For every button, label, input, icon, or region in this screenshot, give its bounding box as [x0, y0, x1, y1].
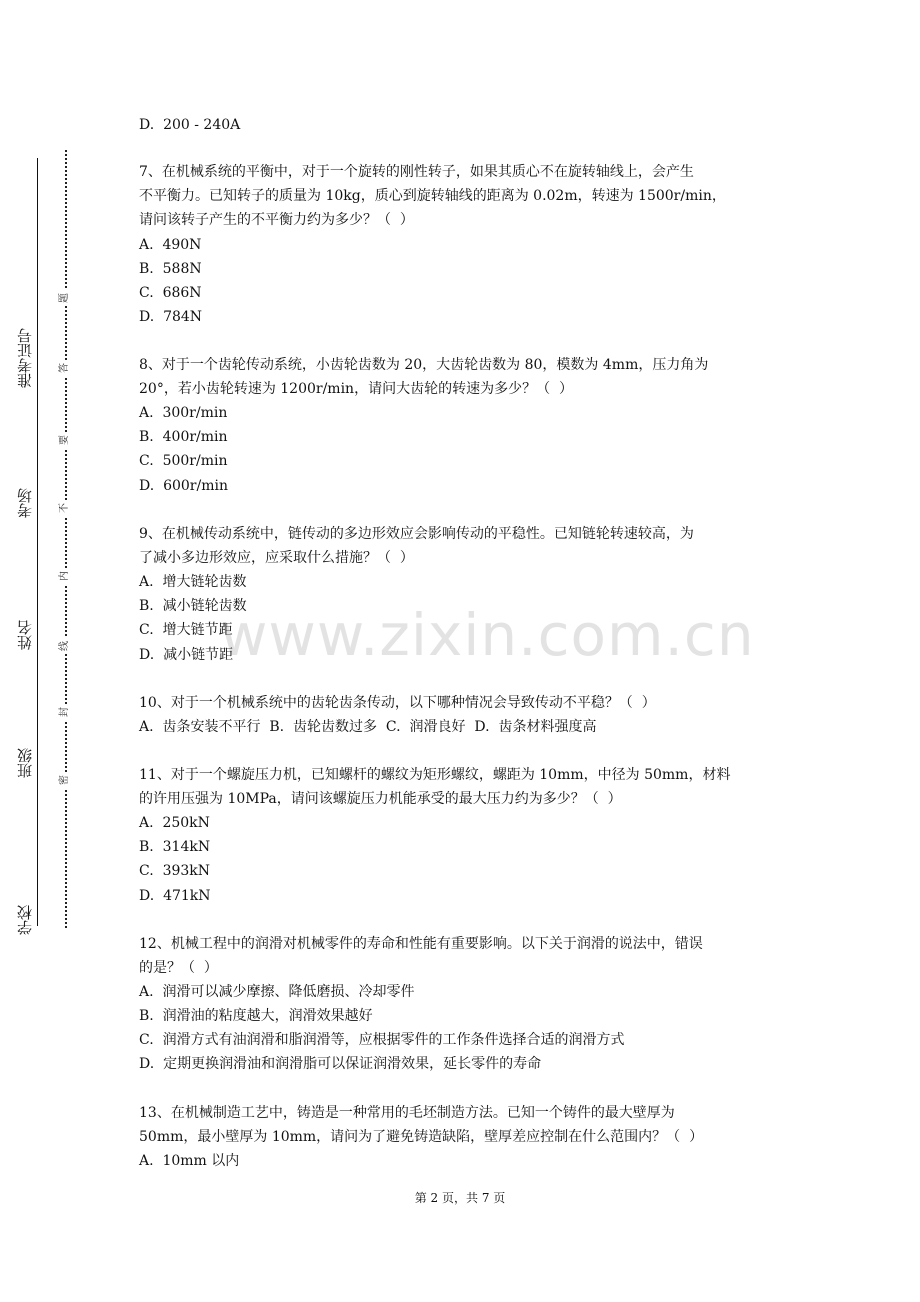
- seal-char: 线: [57, 638, 73, 654]
- q10-options: A. 齿条安装不平行 B. 齿轮齿数过多 C. 润滑良好 D. 齿条材料强度高: [139, 719, 597, 735]
- q9-option-a: A. 增大链轮齿数: [139, 574, 247, 590]
- q9-stem: 9、在机械传动系统中，链传动的多边形效应会影响传动的平稳性。已知链轮转速较高，为: [139, 526, 694, 542]
- seal-dotted-line: [65, 150, 67, 928]
- binding-margin: [0, 0, 80, 1302]
- name-label: 姓名: [16, 620, 34, 650]
- q8-option-a: A. 300r/min: [139, 405, 228, 421]
- q7-option-c: C. 686N: [139, 285, 202, 301]
- seal-char: 要: [57, 432, 73, 448]
- fill-in-rule: [37, 158, 38, 926]
- q8-option-d: D. 600r/min: [139, 478, 228, 494]
- q12-option-c: C. 润滑方式有油润滑和脂润滑等，应根据零件的工作条件选择合适的润滑方式: [139, 1032, 625, 1048]
- q8-option-c: C. 500r/min: [139, 453, 228, 469]
- seal-char: 密: [57, 772, 73, 788]
- watermark: www.zixin.com.cn: [220, 601, 755, 669]
- q7-option-a: A. 490N: [139, 237, 202, 253]
- seal-char: 封: [57, 704, 73, 720]
- page-number: 第 2 页，共 7 页: [414, 1191, 506, 1205]
- q7-stem: 请问该转子产生的不平衡力约为多少？（ ）: [139, 212, 414, 228]
- q7-stem: 7、在机械系统的平衡中，对于一个旋转的刚性转子，如果其质心不在旋转轴线上，会产生: [139, 164, 694, 180]
- q12-stem: 12、机械工程中的润滑对机械零件的寿命和性能有重要影响。以下关于润滑的说法中，错误: [139, 936, 703, 952]
- q9-option-c: C. 增大链节距: [139, 622, 233, 638]
- q11-stem: 11、对于一个螺旋压力机，已知螺杆的螺纹为矩形螺纹，螺距为 10mm，中径为 50mm，材料: [139, 767, 731, 783]
- q11-option-c: C. 393kN: [139, 863, 211, 879]
- q7-stem: 不平衡力。已知转子的质量为 10kg，质心到旋转轴线的距离为 0.02m，转速为 1500r/min，: [139, 188, 726, 204]
- q12-option-a: A. 润滑可以减少摩擦、降低磨损、冷却零件: [139, 984, 415, 1000]
- q6-option-d: D. 200 - 240A: [139, 117, 241, 133]
- q9-option-b: B. 减小链轮齿数: [139, 598, 247, 614]
- q13-option-a: A. 10mm 以内: [139, 1153, 240, 1169]
- exam-room-label: 考场: [16, 488, 34, 518]
- q13-stem: 50mm，最小壁厚为 10mm，请问为了避免铸造缺陷，壁厚差应控制在什么范围内？（ ）: [139, 1129, 704, 1145]
- seal-char: 内: [57, 568, 73, 584]
- q10-stem: 10、对于一个机械系统中的齿轮齿条传动，以下哪种情况会导致传动不平稳？（ ）: [139, 695, 656, 711]
- q8-stem: 20°，若小齿轮转速为 1200r/min，请问大齿轮的转速为多少？（ ）: [139, 381, 573, 397]
- q12-stem: 的是？（ ）: [139, 960, 218, 976]
- q9-stem: 了减小多边形效应，应采取什么措施？（ ）: [139, 550, 414, 566]
- q7-option-b: B. 588N: [139, 261, 202, 277]
- q7-option-d: D. 784N: [139, 309, 203, 325]
- seal-char: 题: [57, 290, 73, 306]
- school-label: 学校: [16, 905, 34, 935]
- q11-option-a: A. 250kN: [139, 815, 210, 831]
- q11-option-d: D. 471kN: [139, 888, 211, 904]
- seal-char: 答: [57, 360, 73, 376]
- admission-number-label: 准考证号: [16, 328, 34, 388]
- q13-stem: 13、在机械制造工艺中，铸造是一种常用的毛坯制造方法。已知一个铸件的最大壁厚为: [139, 1105, 675, 1121]
- seal-char: 不: [57, 500, 73, 516]
- q12-option-d: D. 定期更换润滑油和润滑脂可以保证润滑效果，延长零件的寿命: [139, 1056, 542, 1072]
- class-label: 班级: [16, 748, 34, 778]
- q12-option-b: B. 润滑油的粘度越大，润滑效果越好: [139, 1008, 373, 1024]
- q8-stem: 8、对于一个齿轮传动系统，小齿轮齿数为 20，大齿轮齿数为 80，模数为 4mm，压力角为: [139, 357, 709, 373]
- q8-option-b: B. 400r/min: [139, 429, 228, 445]
- q11-option-b: B. 314kN: [139, 839, 211, 855]
- q9-option-d: D. 减小链节距: [139, 647, 234, 663]
- q11-stem: 的许用压强为 10MPa，请问该螺旋压力机能承受的最大压力约为多少？（ ）: [139, 791, 622, 807]
